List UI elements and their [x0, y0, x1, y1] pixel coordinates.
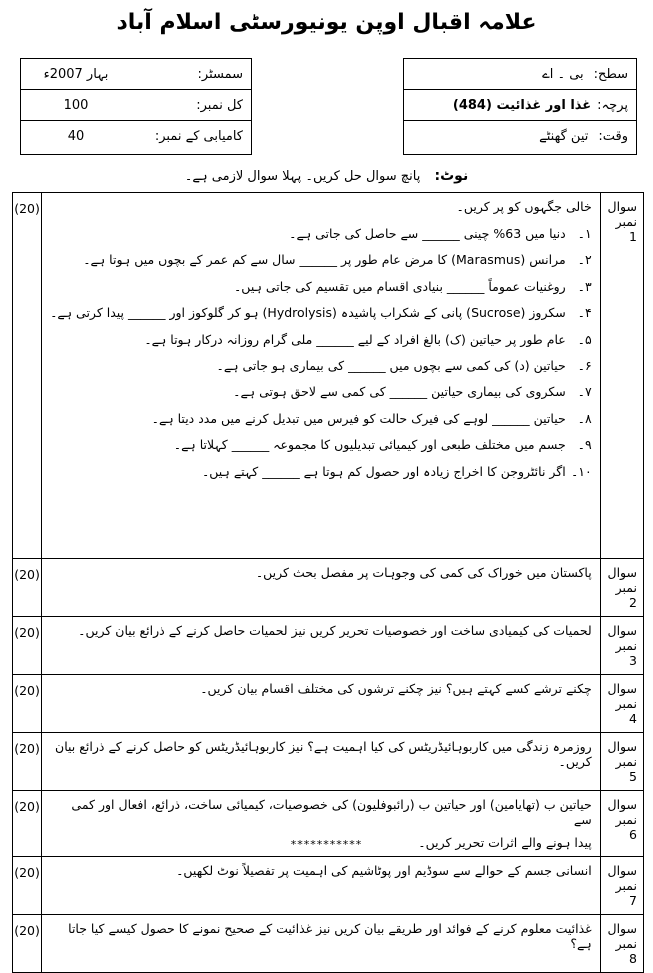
question-6-line-2: پیدا ہونے والے اثرات تحریر کریں۔ [418, 835, 592, 850]
question-1-instruction: خالی جگہوں کو پر کریں۔ [456, 199, 592, 214]
question-row-4 [13, 675, 644, 733]
blank-item: ۱۰۔اگر نائٹروجن کا اخراج زیادہ اور حصول کم ہوتا ہے ______ کہتے ہیں۔ [201, 463, 592, 479]
question-text [42, 193, 601, 559]
question-label: سوال نمبر 2 [600, 559, 643, 617]
question-6-line-1: حیاتین ب (تھایامین) اور حیاتین ب (رائبوفلیون) کی خصوصیات، کیمیائی ساخت، ذرائع، افعال اور کمی سے [71, 797, 592, 827]
blank-item: ۸۔حیاتین ______ لوہے کی فیرک حالت کو فیرس میں تبدیل کرنے میں مدد دیتا ہے۔ [151, 410, 592, 426]
question-row-8 [13, 915, 644, 973]
question-label: سوال نمبر 1 [600, 193, 643, 559]
question-text: انسانی جسم کے حوالے سے سوڈیم اور پوٹاشیم کی اہمیت پر تفصیلاً نوٹ لکھیں۔ [42, 857, 601, 915]
total-marks-value: 100 [63, 97, 89, 113]
pass-marks-label: کامیابی کے نمبر: [154, 128, 243, 144]
question-label: سوال نمبر 3 [600, 617, 643, 675]
paper-value: غذا اور غذائیت (484) [452, 97, 592, 113]
question-text: پاکستان میں خوراک کی کمی کی وجوہات پر مفصل بحث کریں۔ [42, 559, 601, 617]
question-label: سوال نمبر 5 [600, 733, 643, 791]
paper-row [404, 90, 636, 121]
time-label: وقت: [598, 128, 628, 144]
question-label: سوال نمبر 6 [600, 791, 643, 857]
blank-item: ۴۔سکروز (Sucrose) پانی کے شکراب پاشیدہ (Hydrolysis) ہو کر گلوکوز اور ______ پیدا کرتی ہے۔ [50, 305, 592, 321]
question-marks: (20) [13, 857, 42, 915]
question-text: روزمرہ زندگی میں کاربوہائیڈریٹس کی کیا اہمیت ہے؟ نیز کاربوہائیڈریٹس کو حاصل کرنے کے ذرائع بیان کریں۔ [42, 733, 601, 791]
blank-item: ۷۔سکروی کی بیماری حیاتین ______ کی کمی سے لاحق ہوتی ہے۔ [233, 384, 592, 400]
total-marks-label: کل نمبر: [196, 97, 243, 113]
footer-stars: *********** [290, 838, 363, 851]
pass-marks-row [21, 121, 251, 151]
question-marks: (20) [13, 559, 42, 617]
question-text: غذائیت معلوم کرنے کے فوائد اور طریقے بیان کریں نیز غذائیت کے صحیح نمونے کا حصول کیسے کیا جاتا ہے؟ [42, 915, 601, 973]
total-marks-row [21, 90, 251, 121]
question-marks: (20) [13, 791, 42, 857]
blank-item: ۶۔حیاتین (د) کی کمی سے بچوں میں ______ کی بیماری ہو جاتی ہے۔ [216, 357, 592, 373]
question-row-1 [13, 193, 644, 559]
question-row-5 [13, 733, 644, 791]
blank-item: ۳۔روغنیات عموماً ______ بنیادی اقسام میں تقسیم کی جاتی ہیں۔ [233, 278, 592, 294]
semester-row [21, 59, 251, 90]
level-row [404, 59, 636, 90]
time-row [404, 121, 636, 151]
question-marks: (20) [13, 675, 42, 733]
blank-item: ۲۔مرانس (Marasmus) کا مرض عام طور پر ______ سال سے کم عمر کے بچوں میں ہوتا ہے۔ [83, 252, 592, 268]
note-label: نوٹ: [434, 168, 469, 184]
instructions-note [0, 168, 653, 184]
questions-table [12, 192, 644, 973]
paper-label: پرچہ: [597, 97, 628, 113]
semester-label: سمسٹر: [197, 66, 243, 82]
question-text: چکنے ترشے کسے کہتے ہیں؟ نیز چکنے ترشوں کی مختلف اقسام بیان کریں۔ [42, 675, 601, 733]
question-marks: (20) [13, 915, 42, 973]
level-value: بی ۔ اے [542, 66, 584, 82]
question-row-2 [13, 559, 644, 617]
question-text: لحمیات کی کیمیادی ساخت اور خصوصیات تحریر کریں نیز لحمیات حاصل کرنے کے ذرائع بیان کریں۔ [42, 617, 601, 675]
exam-info-box-right [403, 58, 637, 155]
question-label: سوال نمبر 8 [600, 915, 643, 973]
time-value: تین گھنٹے [539, 128, 589, 144]
level-label: سطح: [593, 66, 628, 82]
question-marks: (20) [13, 733, 42, 791]
blank-item: ۱۔دنیا میں 63% چینی ______ سے حاصل کی جاتی ہے۔ [289, 226, 592, 241]
note-text: پانچ سوال حل کریں۔ پہلا سوال لازمی ہے۔ [184, 169, 421, 184]
question-label: سوال نمبر 7 [600, 857, 643, 915]
semester-value: بہار 2007ء [43, 66, 109, 82]
question-marks: (20) [13, 193, 42, 559]
page-title: علامہ اقبال اوپن یونیورسٹی اسلام آباد [116, 10, 537, 35]
question-marks: (20) [13, 617, 42, 675]
blank-item: ۹۔جسم میں مختلف طبعی اور کیمیائی تبدیلیوں کا مجموعہ ______ کہلاتا ہے۔ [173, 437, 592, 453]
question-row-7 [13, 857, 644, 915]
exam-info-box-left [20, 58, 252, 155]
question-label: سوال نمبر 4 [600, 675, 643, 733]
question-row-3 [13, 617, 644, 675]
pass-marks-value: 40 [67, 128, 85, 144]
blank-item: ۵۔عام طور پر حیاتین (ک) بالغ افراد کے لیے ______ ملی گرام روزانہ درکار ہوتا ہے۔ [144, 331, 592, 347]
